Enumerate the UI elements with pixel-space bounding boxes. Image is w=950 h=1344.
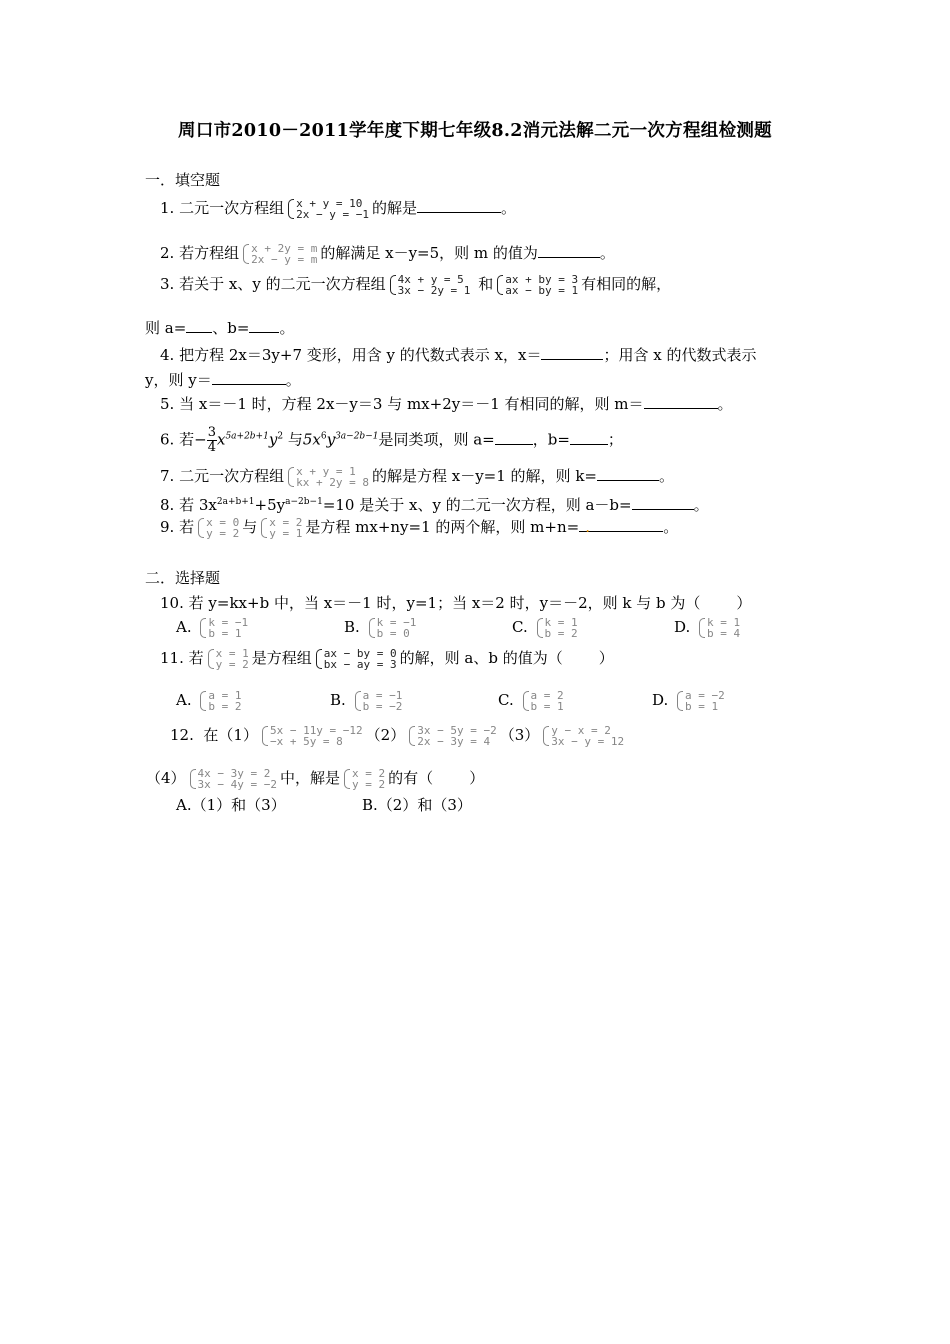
question-3: 3. 若关于 x、y 的二元一次方程组 4x + y = 5 3x − 2y = 1 和 ax + by = 3 ax − by = 1 有相同的解，	[160, 273, 672, 297]
question-12-options	[176, 795, 472, 815]
equation-system: x + y = 1 kx + 2y = 8	[287, 466, 369, 488]
option-d[interactable]: D. a = −2 b = 1	[652, 689, 725, 713]
question-8: 8. 若 $3x^{2a+b+1}+5y^{a-2b-1}=10$ 是关于 x、y 的二元一次方程，则 a－b= 。	[160, 496, 709, 514]
solution-pair: x = 2 y = 2	[343, 768, 385, 790]
equation-system-3: y − x = 2 3x − y = 12	[542, 725, 624, 747]
equation-system-1: 5x − 11y = −12 −x + 5y = 8	[261, 725, 363, 747]
option-a[interactable]: A. a = 1 b = 2	[176, 689, 242, 713]
option-c[interactable]: C. a = 2 b = 1	[498, 689, 564, 713]
solution-pair-2: x = 2 y = 1	[260, 517, 302, 539]
question-10-options	[176, 617, 743, 639]
question-3-continued: 则 a= 、b= 。	[145, 319, 295, 337]
question-12: 12. 在（1） 5x − 11y = −12 −x + 5y = 8 （2） 3x − 5y = −2 2x − 3y = 4 （3） y − x = 2 3x − y = 12	[170, 724, 625, 748]
question-2: 2. 若方程组 x + 2y = m 2x − y = m 的解满足 x－y=5，则 m 的值为 。	[160, 242, 615, 266]
equation-system: x + 2y = m 2x − y = m	[242, 243, 317, 265]
option-c[interactable]: C. k = 1 b = 2	[512, 616, 578, 640]
answer-blank-b[interactable]	[570, 430, 608, 445]
solution-pair-1: x = 0 y = 2	[197, 517, 239, 539]
question-5: 5. 当 x＝－1 时，方程 2x－y＝3 与 mx+2y＝－1 有相同的解，则 m＝ 。	[160, 395, 733, 413]
question-1: 1. 二元一次方程组 x + y = 10 2x − y = −1 的解是 。	[160, 197, 516, 221]
section-heading-choice: 二．选择题	[145, 569, 221, 587]
answer-blank-b[interactable]	[249, 318, 279, 333]
question-4: 4. 把方程 2x＝3y+7 变形，用含 y 的代数式表示 x，x＝ ；用含 x 的代数式表示	[160, 346, 757, 364]
option-b[interactable]: B. a = −1 b = −2	[330, 689, 403, 713]
question-10: 10. 若 y=kx+b 中，当 x＝－1 时，y=1；当 x＝2 时，y＝－2，则 k 与 b 为（ ）	[160, 594, 752, 612]
option-a[interactable]: A. k = −1 b = 1	[176, 616, 249, 640]
answer-blank[interactable]	[632, 495, 694, 510]
question-6: 6. 若− $\frac{3}{4}$ $x^{5a+2b+1}y^2$ 与$5x^6y^{3a-2b-1}$是同类项，则 a= ，b= ；	[160, 425, 623, 455]
answer-blank-y[interactable]	[212, 370, 286, 385]
answer-blank[interactable]	[597, 466, 659, 481]
equation-system-4: 4x − 3y = 2 3x − 4y = −2	[189, 768, 277, 790]
equation-system: ax − by = 0 bx − ay = 3	[315, 648, 397, 670]
question-9: 9. 若 x = 0 y = 2 与 x = 2 y = 1 是方程 mx+ny=1 的两个解，则 m+n= . 。	[160, 516, 679, 540]
answer-blank[interactable]	[538, 243, 600, 258]
question-4-continued: y，则 y＝ 。	[145, 371, 301, 389]
option-b[interactable]: B.（2）和（3）	[362, 796, 472, 814]
equation-system: x + y = 10 2x − y = −1	[287, 198, 369, 220]
solution-pair: x = 1 y = 2	[207, 648, 249, 670]
equation-system-2: 3x − 5y = −2 2x − 3y = 4	[408, 725, 496, 747]
equation-system-2: ax + by = 3 ax − by = 1	[496, 274, 578, 296]
question-7: 7. 二元一次方程组 x + y = 1 kx + 2y = 8 的解是方程 x－y=1 的解，则 k= 。	[160, 465, 674, 489]
answer-blank[interactable]	[644, 394, 718, 409]
question-11: 11. 若 x = 1 y = 2 是方程组 ax − by = 0 bx − ay = 3 的解，则 a、b 的值为（ ）	[160, 647, 614, 671]
section-heading-fill-in: 一．填空题	[145, 171, 221, 189]
option-b[interactable]: B. k = −1 b = 0	[344, 616, 417, 640]
fraction: $\frac{3}{4}$	[207, 425, 216, 455]
answer-blank[interactable]	[417, 198, 501, 213]
answer-blank-a[interactable]	[186, 318, 212, 333]
answer-blank[interactable]: .	[579, 517, 663, 532]
answer-blank-x[interactable]	[541, 345, 603, 360]
question-11-options	[176, 690, 728, 712]
page-title: 周口市2010－2011学年度下期七年级8.2消元法解二元一次方程组检测题	[178, 121, 772, 141]
option-d[interactable]: D. k = 1 b = 4	[674, 616, 741, 640]
answer-blank-a[interactable]	[495, 430, 533, 445]
question-12-continued: （4） 4x − 3y = 2 3x − 4y = −2 中，解是 x = 2 y = 2 的有（ ）	[146, 767, 485, 791]
option-a[interactable]: A.（1）和（3）	[176, 796, 286, 814]
equation-system-1: 4x + y = 5 3x − 2y = 1	[389, 274, 471, 296]
